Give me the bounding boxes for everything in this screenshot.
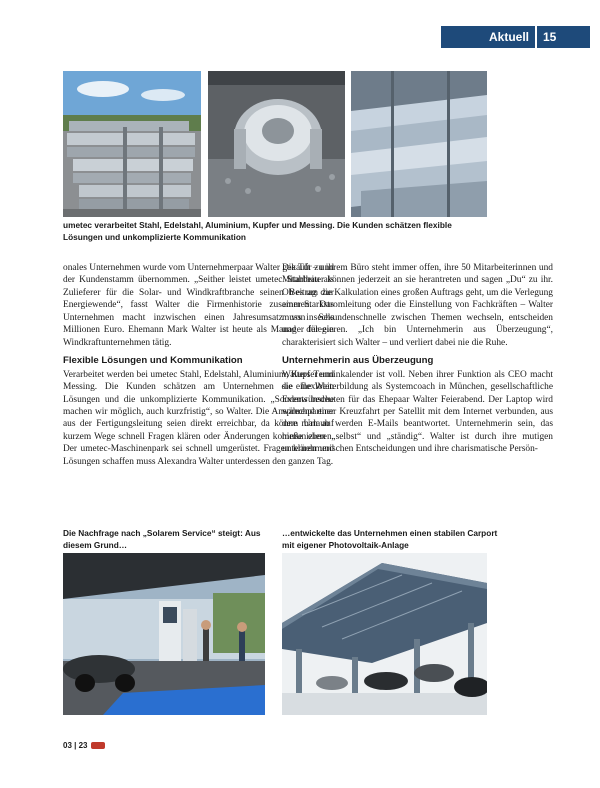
magazine-logo-icon (91, 742, 105, 749)
photo-steel-stacks (63, 71, 201, 217)
right-paragraph-1: Die Tür zu ihrem Büro steht immer offen, ihre 50 Mitarbeiterinnen und Mitarbeiter können jederzeit an sie herantreten und sagen „Du“ zu ihr. Ob es um die Kalkulation eines großen Auftrags geht, um die Verlegung einer Starkstromleitung oder die Einstellung von Fachkräften – Walter muss in Sekundenschnelle zwischen Themen wechseln, entscheiden und delegieren. „Ich bin Unternehmerin aus Überzeugung“, charakterisiert sich Walter – und verliert dabei nie die Ruhe. (282, 263, 553, 348)
right-column (282, 262, 553, 456)
top-photo-caption: umetec verarbeitet Stahl, Edelstahl, Aluminium, Kupfer und Messing. Die Kunden schätzen flexible Lösungen und unkomplizierte Kommunikation (63, 220, 452, 242)
right-heading: Unternehmerin aus Überzeugung (282, 355, 434, 367)
left-paragraph-2: Verarbeitet werden bei umetec Stahl, Edelstahl, Aluminium, Kupfer und Messing. Die Kunden schätzen am Unternehmen die flexiblen Lösungen und die unkomplizierte Kommunikation. „Sonderwünsche machen wir möglich, auch kurzfristig“, so Walter. Die Ansprechpartner aus der Fertigungsleitung seien direkt erreichbar, da könne man auf kurzem Wege schnell Fragen klären oder Änderungen kommunizieren. Der umetec-Maschinenpark sei schnell umgerüstet. Fragen klären und Lösungen schaffen muss Alexandra Walter unterdessen den ganzen Tag. (63, 369, 334, 467)
section-label: Aktuell (488, 30, 529, 44)
photo-metal-sheets (351, 71, 487, 217)
page-footer (63, 741, 105, 750)
bottom-left-caption: Die Nachfrage nach „Solarem Service“ steigt: Aus diesem Grund… (63, 528, 261, 550)
photo-ev-charging (63, 553, 265, 715)
page-number: 15 (543, 30, 557, 44)
photo-aluminium-part (208, 71, 345, 217)
right-paragraph-2: Walters Terminkalender ist voll. Neben ihrer Funktion als CEO macht sie eine Weiterbildung als Systemcoach in München, gesellschaftliche Events bedeuten für das Ehepaar Walter Feierabend. Der Laptop wird während einer Kreuzfahrt per Satellit mit dem Internet verbunden, aus dem Urlaub werden E-Mails beantwortet. Unternehmerin sein, das hieße eben „selbst“ und „ständig“. Walter ist durch ihre mutigen unternehmerischen Entscheidungen und ihre charismatische Persön- (282, 369, 553, 455)
left-paragraph-1: onales Unternehmen wurde vom Unternehmerpaar Walter gekauft – und der Kundenstamm übernommen. „Seither leistet umetec Stahlbau als Zulieferer für die Solar- und Windkraftbranche seinen Beitrag zur Energiewende“, fasst Walter die Firmenhistorie zusammen. Das Unternehmen macht inzwischen einen Jahresumsatz von sechs Millionen Euro. Ehemann Mark Walter ist heute als Manager für ein Windkraftunternehmen tätig. (63, 263, 334, 348)
issue-number: 03 | 23 (63, 741, 88, 750)
bottom-right-caption: …entwickelte das Unternehmen einen stabilen Carport mit eigener Photovoltaik-Anlage (282, 528, 498, 550)
section-tab (441, 26, 590, 48)
left-heading: Flexible Lösungen und Kommunikation (63, 355, 243, 367)
photo-solar-carport (282, 553, 487, 715)
